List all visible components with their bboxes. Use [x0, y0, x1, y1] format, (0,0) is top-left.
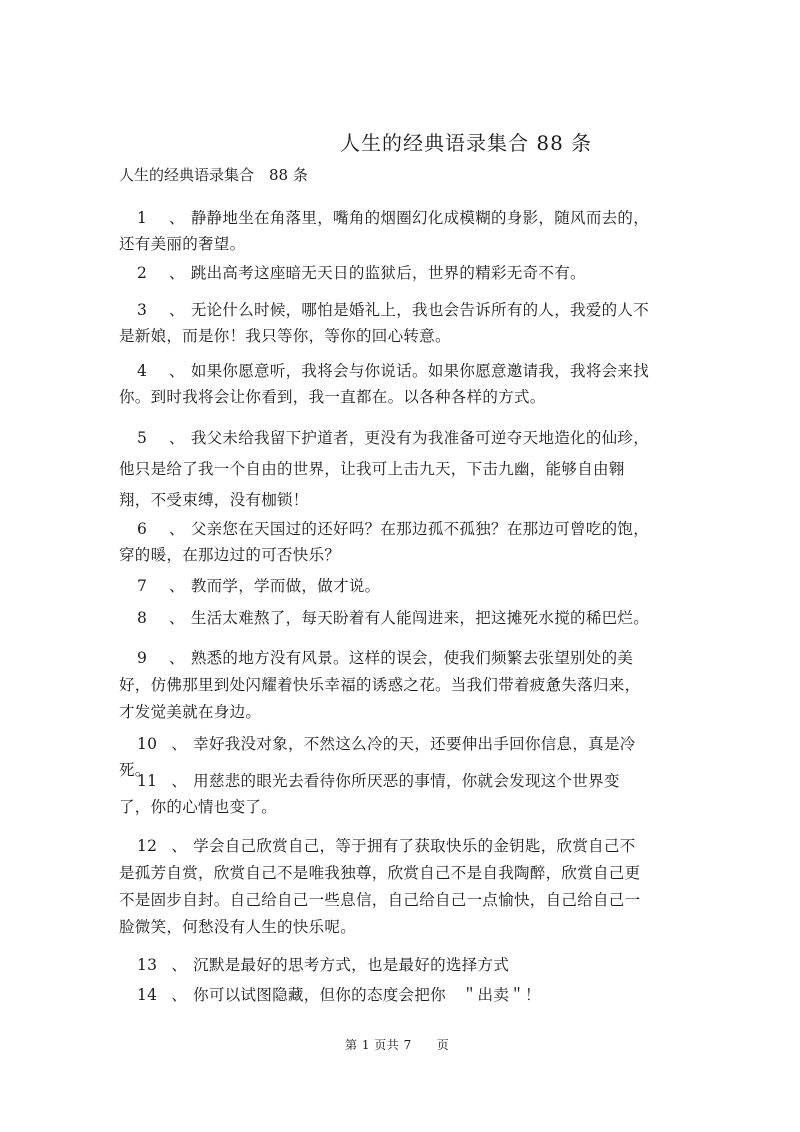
item-text: 幸好我没对象，不然这么冷的天，还要伸出手回你信息，真是冷死。 — [119, 735, 636, 779]
item-number: 4 — [137, 362, 148, 380]
item-separator: 、 — [169, 520, 185, 538]
item-separator: 、 — [169, 264, 185, 282]
document-subtitle: 人生的经典语录集合 88 条 — [119, 166, 308, 184]
item-number: 13 — [137, 956, 158, 974]
item-text: 生活太难熬了，每天盼着有人能闯进来，把这摊死水搅的稀巴烂。 — [190, 609, 650, 627]
item-number: 9 — [137, 649, 148, 667]
item-text: 父亲您在天国过的还好吗？在那边孤不孤独？在那边可曾吃的饱，穿的暖，在那边过的可否快乐？ — [119, 520, 650, 564]
item-number: 1 — [137, 209, 148, 227]
item-text: 静静地坐在角落里，嘴角的烟圈幻化成模糊的身影，随风而去的，还有美丽的奢望。 — [119, 209, 650, 253]
list-item — [119, 982, 649, 1008]
list-item — [119, 423, 649, 516]
item-separator: 、 — [171, 735, 188, 753]
item-text: 你可以试图隐藏，但你的态度会把你 ＂出卖＂！ — [193, 986, 541, 1004]
item-number: 2 — [137, 264, 148, 282]
list-item — [119, 573, 649, 599]
item-separator: 、 — [171, 986, 188, 1004]
item-separator: 、 — [169, 429, 185, 447]
page-footer: 第 1 页共 7 页 — [345, 1038, 450, 1052]
item-text: 教而学，学而做，做才说。 — [190, 577, 381, 595]
item-number: 3 — [137, 301, 148, 319]
item-text: 学会自己欣赏自己，等于拥有了获取快乐的金钥匙，欣赏自己不是孤芳自赏，欣赏自己不是唯我独尊，欣赏自己不是自我陶醉，欣赏自己更不是固步自封。自己给自己一些息信，自己给自己一点愉快，自己给自己一脸微笑，何愁没有人生的快乐呢。 — [119, 837, 641, 936]
item-separator: 、 — [169, 209, 185, 227]
item-text: 如果你愿意听，我将会与你说话。如果你愿意邀请我，我将会来找你。到时我将会让你看到，我一直都在。以各种各样的方式。 — [119, 362, 650, 406]
list-item — [119, 297, 649, 349]
list-item — [119, 645, 649, 726]
item-text: 熟悉的地方没有风景。这样的误会，使我们频繁去张望别处的美好，仿佛那里到处闪耀着快乐幸福的诱惑之花。当我们带着疲惫失落归来，才发觉美就在身边。 — [119, 649, 641, 721]
item-number: 7 — [137, 577, 148, 595]
item-text: 跳出高考这座暗无天日的监狱后，世界的精彩无奇不有。 — [190, 264, 586, 282]
item-number: 10 — [137, 735, 158, 753]
list-item — [119, 205, 649, 257]
item-separator: 、 — [171, 772, 188, 790]
item-separator: 、 — [169, 649, 185, 667]
item-text: 无论什么时候，哪怕是婚礼上，我也会告诉所有的人，我爱的人不是新娘，而是你！我只等你，等你的回心转意。 — [119, 301, 650, 345]
item-text: 沉默是最好的思考方式，也是最好的选择方式 — [193, 956, 510, 974]
list-item — [119, 605, 649, 631]
list-item — [119, 260, 649, 286]
item-number: 8 — [137, 609, 148, 627]
item-number: 6 — [137, 520, 148, 538]
list-item — [119, 358, 649, 410]
item-separator: 、 — [169, 609, 185, 627]
item-number: 14 — [137, 986, 158, 1004]
list-item — [119, 516, 649, 568]
item-separator: 、 — [169, 577, 185, 595]
item-number: 11 — [137, 772, 158, 790]
item-number: 5 — [137, 429, 148, 447]
document-title: 人生的经典语录集合 88 条 — [340, 131, 593, 155]
item-text: 用慈悲的眼光去看待你所厌恶的事情，你就会发现这个世界变了，你的心情也变了。 — [119, 772, 620, 816]
item-separator: 、 — [169, 301, 185, 319]
list-item — [119, 768, 649, 820]
item-separator: 、 — [169, 362, 185, 380]
item-separator: 、 — [171, 956, 188, 974]
item-text: 我父未给我留下护道者，更没有为我准备可逆夺天地造化的仙珍，他只是给了我一个自由的世界，让我可上击九天，下击九幽，能够自由翱翔，不受束缚，没有枷锁！ — [119, 429, 650, 509]
list-item — [119, 833, 649, 941]
item-number: 12 — [137, 837, 158, 855]
item-separator: 、 — [171, 837, 188, 855]
list-item — [119, 952, 649, 978]
